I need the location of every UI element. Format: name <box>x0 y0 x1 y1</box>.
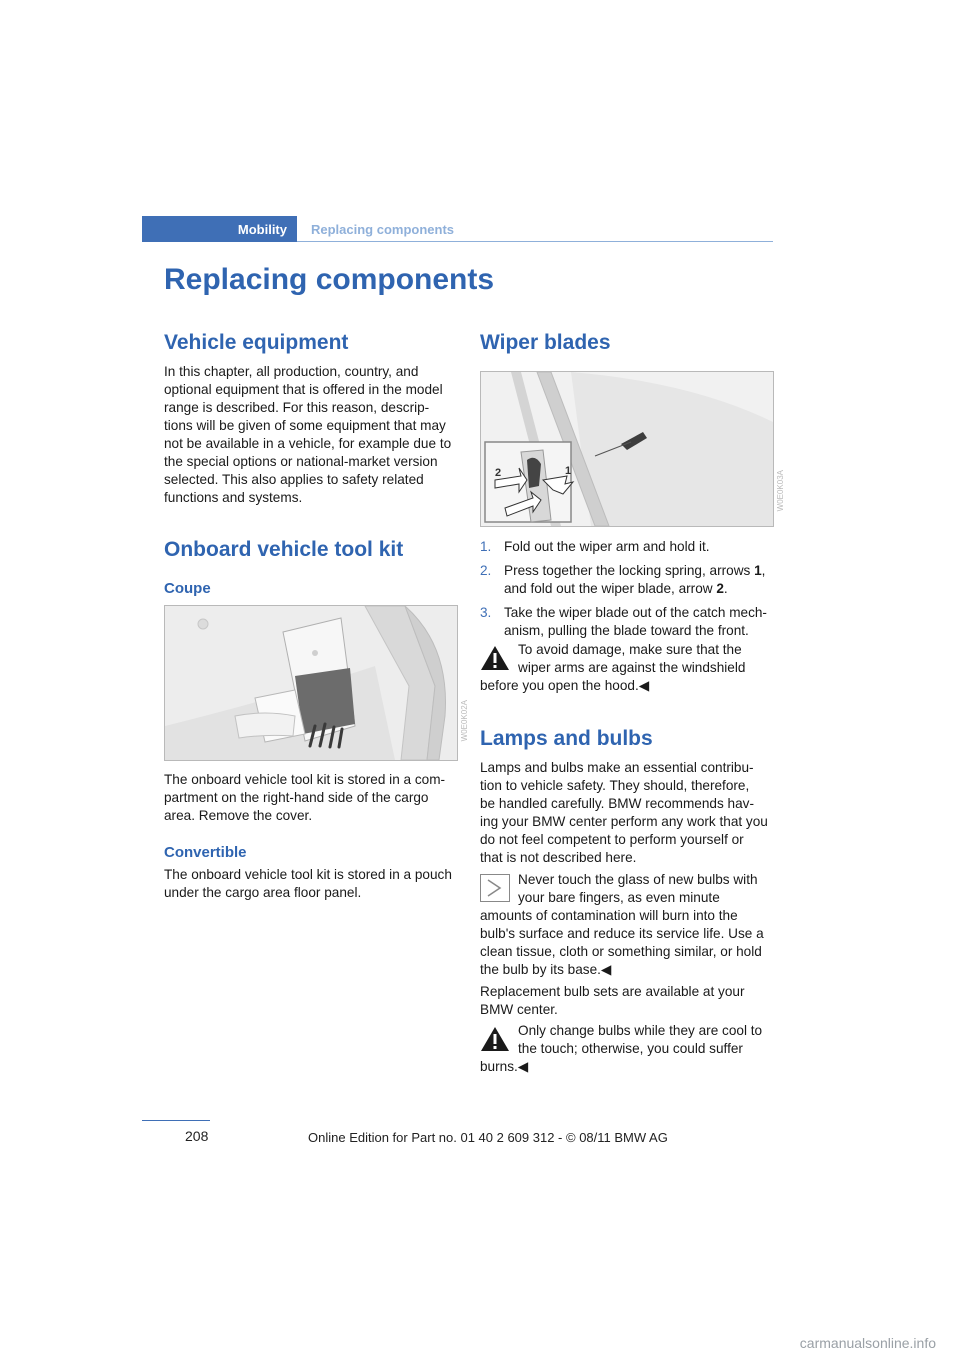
page-title: Replacing components <box>164 263 495 296</box>
wiper-blades-heading: Wiper blades <box>480 331 611 354</box>
list-item: 1. Fold out the wiper arm and hold it. <box>480 539 710 554</box>
replacement-text: Replacement bulb sets are available at your BMW center. <box>480 984 745 1017</box>
wiper-warning: To avoid damage, make sure that the wiper arms are against the windshield before you open the hood.◀ <box>480 642 746 693</box>
svg-text:1: 1 <box>565 465 572 477</box>
wiper-blade-figure <box>480 371 774 527</box>
bulb-heat-warning: Only change bulbs while they are cool to the touch; otherwise, you could suffer burns.◀ <box>480 1023 763 1074</box>
watermark-text: carmanualsonline.info <box>799 1335 936 1351</box>
wiper-figure-code: W0E0K03A <box>776 470 785 512</box>
watermark <box>0 1335 960 1351</box>
lamps-bulbs-heading: Lamps and bulbs <box>480 727 653 750</box>
tool-kit-heading: Onboard vehicle tool kit <box>164 538 404 561</box>
footer-rule <box>142 1120 210 1121</box>
list-item: 2. Press together the locking spring, arrows 1, and fold out the wiper blade, arrow 2. <box>480 563 766 596</box>
list-item: 3. Take the wiper blade out of the catch mech- anism, pulling the blade toward the front. <box>480 605 767 638</box>
coupe-text: The onboard vehicle tool kit is stored in a com- partment on the right-hand side of the cargo area. Remove the cover. <box>164 772 446 823</box>
vehicle-equipment-text: In this chapter, all production, country, and optional equipment that is offered in the model range is described. For this reason, descrip- tions will be given of some equipment that may not be available in a vehicle, for example due to the special options or national-market version selected. This also applies to safety related functions and systems. <box>164 364 452 505</box>
convertible-text: The onboard vehicle tool kit is stored in a pouch under the cargo area floor panel. <box>164 867 452 900</box>
wiper-steps <box>480 538 774 646</box>
page-number: 208 <box>185 1128 209 1144</box>
coupe-figure-code: W0E0K02A <box>460 700 469 742</box>
bulb-handling-note: Never touch the glass of new bulbs with your bare fingers, as even minute amounts of contamination will burn into the bulb's surface and reduce its service life. Use a clean tissue, cloth or something similar, or hold the bulb by its base.◀ <box>480 872 764 977</box>
svg-text:2: 2 <box>495 467 502 479</box>
chapter-tab <box>142 216 297 242</box>
header-rule <box>297 241 773 242</box>
note-arrow-icon <box>480 874 510 902</box>
coupe-tool-kit-figure <box>164 605 458 761</box>
warning-triangle-icon <box>480 644 510 672</box>
section-label: Replacing components <box>311 222 455 237</box>
lamps-bulbs-text: Lamps and bulbs make an essential contribu- tion to vehicle safety. They should, therefore, be handled carefully. BMW recommends hav- ing your BMW center perform any work that you do not feel competent to perform yourself or that is not described here. <box>480 760 768 865</box>
warning-triangle-icon <box>480 1025 510 1053</box>
chapter-tab-label: Mobility <box>237 222 287 237</box>
wiper-illustration <box>481 372 773 526</box>
edition-footer: Online Edition for Part no. 01 40 2 609 312 - © 08/11 BMW AG <box>308 1130 668 1145</box>
coupe-heading: Coupe <box>164 580 211 597</box>
vehicle-equipment-heading: Vehicle equipment <box>164 331 349 354</box>
cargo-compartment-illustration <box>165 606 457 760</box>
convertible-heading: Convertible <box>164 844 247 861</box>
